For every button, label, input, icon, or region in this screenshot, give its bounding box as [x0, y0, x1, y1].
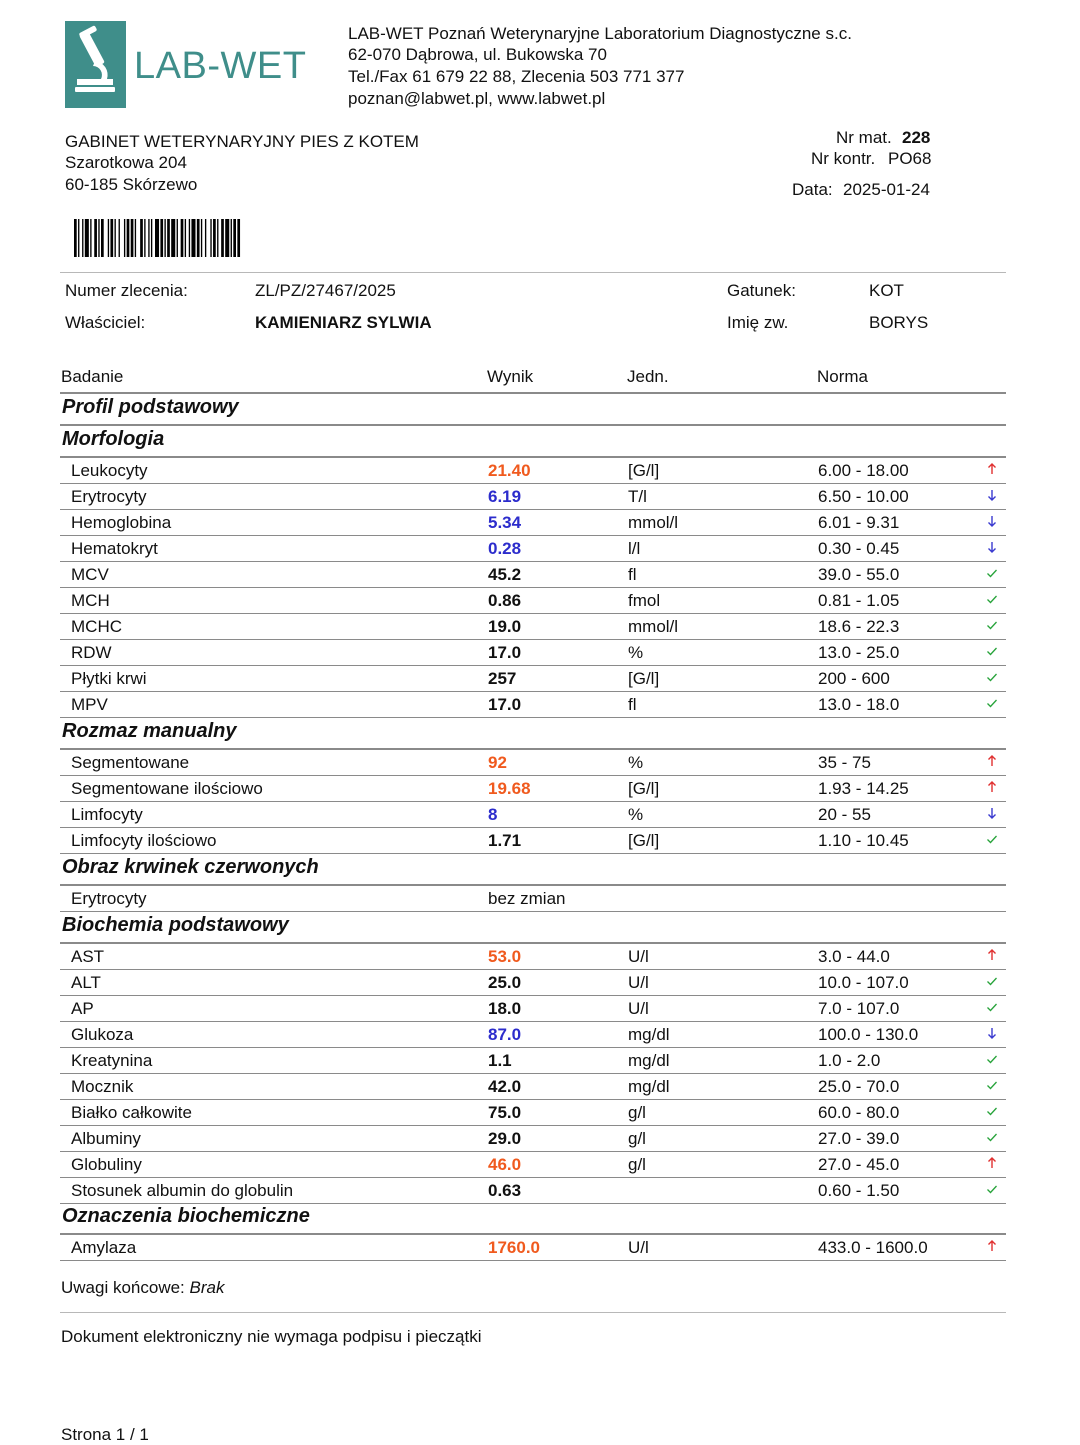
test-unit: g/l: [628, 1129, 646, 1148]
test-norm: 433.0 - 1600.0: [818, 1238, 928, 1257]
check-icon: [986, 1181, 1000, 1201]
section-morfologia: Morfologia: [62, 428, 165, 450]
check-icon: [986, 695, 1000, 715]
test-result: 87.0: [488, 1025, 522, 1044]
species-label: Gatunek:: [727, 281, 796, 300]
test-unit: %: [628, 753, 644, 772]
check-icon: [986, 999, 1000, 1019]
test-unit: [G/l]: [628, 831, 660, 850]
test-name: Hemoglobina: [71, 513, 172, 532]
test-norm: 3.0 - 44.0: [818, 947, 890, 966]
check-icon: [986, 831, 1000, 851]
test-result: 29.0: [488, 1129, 522, 1148]
test-result: bez zmian: [488, 889, 566, 908]
table-row: [60, 1022, 1006, 1048]
test-norm: 7.0 - 107.0: [818, 999, 900, 1018]
arrow-down-icon: [986, 805, 1000, 825]
arrow-down-icon: [986, 1025, 1000, 1045]
divider: [60, 272, 1006, 273]
test-unit: mmol/l: [628, 513, 679, 532]
test-norm: 35 - 75: [818, 753, 871, 772]
test-norm: 18.6 - 22.3: [818, 617, 900, 636]
test-result: 19.0: [488, 617, 522, 636]
test-name: AST: [71, 947, 105, 966]
remarks: [61, 1278, 224, 1298]
arrow-down-icon: [986, 487, 1000, 507]
test-name: ALT: [71, 973, 101, 992]
col-header-badanie: Badanie: [61, 367, 124, 386]
test-name: Segmentowane: [71, 753, 190, 772]
test-name: Limfocyty ilościowo: [71, 831, 217, 850]
test-name: Białko całkowite: [71, 1103, 192, 1122]
check-icon: [986, 643, 1000, 663]
lab-address-line: 62-070 Dąbrowa, ul. Bukowska 70: [348, 45, 607, 64]
table-row: [60, 996, 1006, 1022]
section-biochemia: Biochemia podstawowy: [62, 914, 289, 936]
test-norm: 13.0 - 25.0: [818, 643, 900, 662]
nr-mat-value: 228: [902, 128, 931, 147]
table-row: [60, 1235, 1006, 1261]
remarks-value: Brak: [189, 1278, 225, 1297]
test-norm: 60.0 - 80.0: [818, 1103, 900, 1122]
table-row: [60, 666, 1006, 692]
test-norm: 39.0 - 55.0: [818, 565, 900, 584]
test-unit: fmol: [628, 591, 661, 610]
test-result: 42.0: [488, 1077, 522, 1096]
test-name: Erytrocyty: [71, 487, 147, 506]
clinic-city: 60-185 Skórzewo: [65, 175, 198, 194]
test-result: 53.0: [488, 947, 522, 966]
owner-value: KAMIENIARZ SYLWIA: [255, 313, 432, 332]
test-norm: 6.00 - 18.00: [818, 461, 909, 480]
test-unit: U/l: [628, 947, 649, 966]
date-value: 2025-01-24: [843, 180, 930, 199]
table-row: [60, 692, 1006, 718]
check-icon: [986, 591, 1000, 611]
test-name: Segmentowane ilościowo: [71, 779, 263, 798]
arrow-down-icon: [986, 513, 1000, 533]
test-unit: g/l: [628, 1103, 646, 1122]
lab-logo-mark: [65, 21, 126, 108]
table-row: [60, 614, 1006, 640]
pet-name-label: Imię zw.: [727, 313, 789, 332]
electronic-document-note: Dokument elektroniczny nie wymaga podpisu i pieczątki: [61, 1327, 482, 1346]
table-row: [60, 510, 1006, 536]
table-row: [60, 484, 1006, 510]
test-name: Hematokryt: [71, 539, 158, 558]
test-name: Leukocyty: [71, 461, 148, 480]
table-row: [60, 750, 1006, 776]
test-name: AP: [71, 999, 94, 1018]
test-name: Kreatynina: [71, 1051, 153, 1070]
pet-name-value: BORYS: [869, 313, 929, 332]
test-result: 19.68: [488, 779, 531, 798]
test-norm: 6.01 - 9.31: [818, 513, 900, 532]
test-norm: 100.0 - 130.0: [818, 1025, 919, 1044]
test-result: 5.34: [488, 513, 522, 532]
test-name: Stosunek albumin do globulin: [71, 1181, 294, 1200]
test-name: Glukoza: [71, 1025, 134, 1044]
check-icon: [986, 669, 1000, 689]
order-number-label: Numer zlecenia:: [65, 281, 188, 300]
check-icon: [986, 617, 1000, 637]
barcode: [74, 219, 296, 257]
check-icon: [986, 1129, 1000, 1149]
test-norm: 1.0 - 2.0: [818, 1051, 881, 1070]
col-header-jedn: Jedn.: [627, 367, 669, 386]
test-name: MCHC: [71, 617, 122, 636]
test-result: 92: [488, 753, 507, 772]
test-norm: 1.10 - 10.45: [818, 831, 909, 850]
table-row: [60, 1126, 1006, 1152]
test-norm: 27.0 - 39.0: [818, 1129, 900, 1148]
test-norm: 20 - 55: [818, 805, 871, 824]
lab-name-line: LAB-WET Poznań Weterynaryjne Laboratorium Diagnostyczne s.c.: [348, 24, 852, 43]
test-norm: 0.30 - 0.45: [818, 539, 900, 558]
section-profil: Profil podstawowy: [62, 396, 239, 418]
test-norm: 13.0 - 18.0: [818, 695, 900, 714]
test-result: 1.1: [488, 1051, 512, 1070]
test-unit: %: [628, 643, 644, 662]
footer-divider: [60, 1312, 1006, 1313]
test-result: 18.0: [488, 999, 522, 1018]
remarks-label: Uwagi końcowe:: [61, 1278, 185, 1297]
test-name: Mocznik: [71, 1077, 134, 1096]
arrow-down-icon: [986, 539, 1000, 559]
test-unit: fl: [628, 695, 637, 714]
test-unit: mmol/l: [628, 617, 679, 636]
test-result: 0.63: [488, 1181, 522, 1200]
species-value: KOT: [869, 281, 904, 300]
test-norm: 27.0 - 45.0: [818, 1155, 900, 1174]
test-result: 46.0: [488, 1155, 522, 1174]
date-label: Data:: [792, 180, 833, 199]
test-result: 1760.0: [488, 1238, 540, 1257]
test-name: MCV: [71, 565, 109, 584]
microscope-icon: [65, 21, 126, 108]
test-norm: 25.0 - 70.0: [818, 1077, 900, 1096]
table-row: [60, 776, 1006, 802]
test-result: 21.40: [488, 461, 531, 480]
table-row: [60, 886, 1006, 912]
test-result: 257: [488, 669, 517, 688]
test-name: Albuminy: [71, 1129, 141, 1148]
col-header-wynik: Wynik: [487, 367, 534, 386]
page-number: Strona 1 / 1: [61, 1425, 149, 1444]
table-row: [60, 802, 1006, 828]
test-unit: g/l: [628, 1155, 646, 1174]
test-unit: U/l: [628, 999, 649, 1018]
check-icon: [986, 1103, 1000, 1123]
test-name: Limfocyty: [71, 805, 143, 824]
test-unit: T/l: [628, 487, 647, 506]
table-row: [60, 536, 1006, 562]
test-result: 17.0: [488, 695, 522, 714]
table-row: [60, 1178, 1006, 1204]
test-unit: [G/l]: [628, 779, 660, 798]
section-rozmaz: Rozmaz manualny: [62, 720, 237, 742]
check-icon: [986, 1077, 1000, 1097]
test-unit: [G/l]: [628, 669, 660, 688]
table-row: [60, 944, 1006, 970]
check-icon: [986, 973, 1000, 993]
test-unit: U/l: [628, 1238, 649, 1257]
table-row: [60, 562, 1006, 588]
check-icon: [986, 565, 1000, 585]
test-unit: mg/dl: [628, 1025, 670, 1044]
nr-mat-label: Nr mat.: [836, 128, 892, 147]
section-oznaczenia: Oznaczenia biochemiczne: [62, 1205, 310, 1227]
table-row: [60, 970, 1006, 996]
test-norm: 200 - 600: [818, 669, 890, 688]
clinic-street: Szarotkowa 204: [65, 153, 187, 172]
arrow-up-icon: [986, 1155, 1000, 1175]
arrow-up-icon: [986, 753, 1000, 773]
nr-kontr-label: Nr kontr.: [811, 149, 876, 168]
test-unit: %: [628, 805, 644, 824]
arrow-up-icon: [986, 1238, 1000, 1258]
test-unit: l/l: [628, 539, 641, 558]
test-norm: 6.50 - 10.00: [818, 487, 909, 506]
test-result: 25.0: [488, 973, 522, 992]
test-name: MCH: [71, 591, 110, 610]
arrow-up-icon: [986, 461, 1000, 481]
lab-contact-line: poznan@labwet.pl, www.labwet.pl: [348, 89, 606, 108]
lab-logo-text: LAB-WET: [134, 45, 307, 87]
test-norm: 0.81 - 1.05: [818, 591, 900, 610]
test-name: Płytki krwi: [71, 669, 147, 688]
test-name: Amylaza: [71, 1238, 137, 1257]
section-obraz: Obraz krwinek czerwonych: [62, 856, 319, 878]
test-result: 75.0: [488, 1103, 522, 1122]
test-norm: 1.93 - 14.25: [818, 779, 909, 798]
nr-kontr-value: PO68: [888, 149, 932, 168]
test-result: 1.71: [488, 831, 522, 850]
test-name: Erytrocyty: [71, 889, 147, 908]
table-row: [60, 1048, 1006, 1074]
clinic-name: GABINET WETERYNARYJNY PIES Z KOTEM: [65, 132, 419, 151]
order-number-value: ZL/PZ/27467/2025: [255, 281, 396, 300]
test-name: RDW: [71, 643, 112, 662]
table-row: [60, 828, 1006, 854]
check-icon: [986, 1051, 1000, 1071]
table-row: [60, 1074, 1006, 1100]
owner-label: Właściciel:: [65, 313, 146, 332]
test-result: 8: [488, 805, 498, 824]
lab-phone-line: Tel./Fax 61 679 22 88, Zlecenia 503 771 377: [348, 67, 685, 86]
test-result: 0.86: [488, 591, 522, 610]
arrow-up-icon: [986, 947, 1000, 967]
table-row: [60, 640, 1006, 666]
test-unit: [G/l]: [628, 461, 660, 480]
test-name: MPV: [71, 695, 108, 714]
test-result: 6.19: [488, 487, 522, 506]
test-unit: mg/dl: [628, 1077, 670, 1096]
test-result: 17.0: [488, 643, 522, 662]
section-divider: [60, 424, 1006, 426]
test-unit: fl: [628, 565, 637, 584]
test-result: 45.2: [488, 565, 522, 584]
table-row: [60, 588, 1006, 614]
test-name: Globuliny: [71, 1155, 142, 1174]
test-norm: 10.0 - 107.0: [818, 973, 909, 992]
header-divider: [60, 392, 1006, 394]
test-norm: 0.60 - 1.50: [818, 1181, 900, 1200]
col-header-norma: Norma: [817, 367, 869, 386]
test-unit: mg/dl: [628, 1051, 670, 1070]
table-row: [60, 1152, 1006, 1178]
table-row: [60, 458, 1006, 484]
test-result: 0.28: [488, 539, 522, 558]
arrow-up-icon: [986, 779, 1000, 799]
table-row: [60, 1100, 1006, 1126]
test-unit: U/l: [628, 973, 649, 992]
